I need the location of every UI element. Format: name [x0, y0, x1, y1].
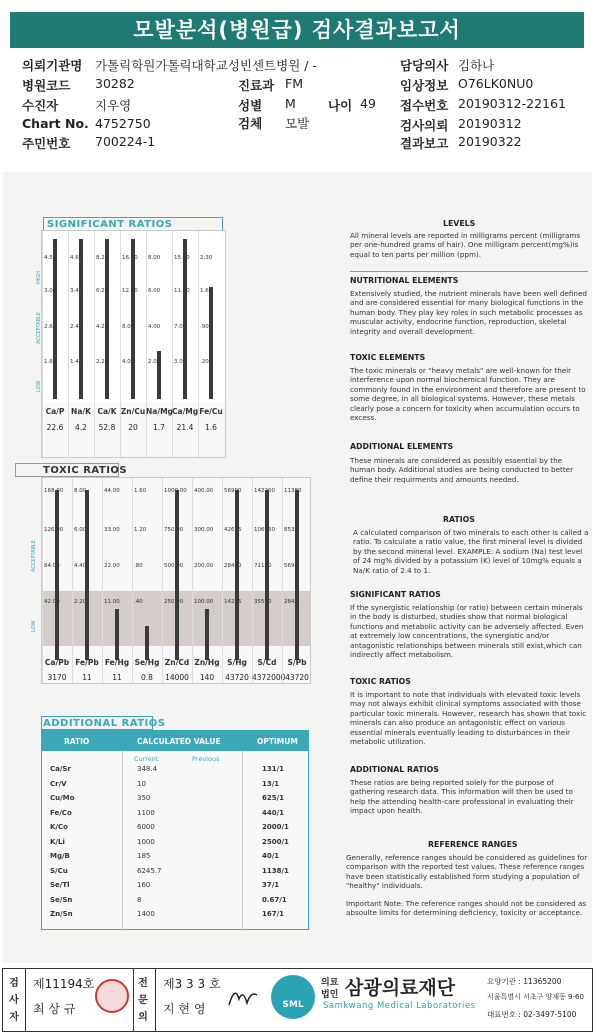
ratio-label: S/Cd: [257, 658, 277, 667]
sex-value: M: [285, 96, 296, 111]
toxr-text: It is important to note that individuals with elevated toxic levels may not always exhibit clinical symptoms associated with those particular toxic minerals. However, research has shown that toxic minerals can also produce an antagonistic effect on various essential minerals eventually leading to disturbances in their metabolic utilization.: [350, 690, 587, 747]
tick-label: 2845: [284, 599, 298, 605]
age-label: 나이: [328, 98, 353, 113]
repdate-label: 결과보고: [400, 136, 449, 151]
tick-label: 15.00: [174, 255, 190, 261]
tick-label: 2.00: [148, 359, 161, 365]
tick-label: 11.00: [174, 288, 190, 294]
add-ratio-name: K/Li: [50, 837, 65, 846]
recv-label: 접수번호: [400, 98, 449, 113]
add-h-current: Current: [134, 755, 159, 763]
addr-text: These ratios are being reported solely for the purpose of gathering research data. This information will then be used to help the attending health-care professional in evaluating their impact upon health.: [350, 778, 574, 816]
tick-label: 500.00: [164, 563, 184, 569]
ratio-value: 140: [199, 673, 215, 682]
add-ratio-name: Cu/Mo: [50, 794, 75, 802]
sig-side-low: LOW: [36, 380, 42, 392]
addel-text: These minerals are considered as possibly essential by the human body. Additional studies are being conducted to better define their requirments and amounts needed.: [350, 456, 574, 484]
tick-label: 44.00: [104, 488, 120, 494]
ratios-text: A calculated comparison of two minerals to each other is called a ratio. To calculate a ratio value, the first mineral level is divided by the second mineral level. EXAMPLE: A sodium (Na) test level of 24 mg% divided by a potassium (K) level of 10mg% equals a Na/K ratio of 2.4 to 1.: [353, 528, 589, 575]
nut-heading: NUTRITIONAL ELEMENTS: [350, 276, 459, 285]
add-ratio-name: Ca/Sr: [50, 765, 71, 773]
ratio-value: 0.8: [141, 673, 153, 682]
ratio-label: S/Pb: [287, 658, 307, 667]
tick-label: 5690: [284, 563, 298, 569]
clin-label: 임상정보: [400, 78, 449, 93]
tick-label: .90: [200, 324, 209, 330]
logo-icon: SML: [271, 975, 315, 1019]
tick-label: 200.00: [194, 563, 214, 569]
ratio-bar: [115, 609, 119, 660]
doctor-value: 김하나: [458, 58, 495, 73]
ratio-column: [222, 478, 223, 683]
ratio-bar: [209, 287, 213, 399]
tick-label: 28450: [224, 563, 242, 569]
tick-label: 16.00: [122, 255, 138, 261]
ratio-column: [282, 478, 283, 683]
tick-label: 3.40: [70, 288, 83, 294]
ref-text: Generally, reference ranges should be considered as guidelines for comparison with the reported test values. These reference ranges have been statistically established form studying a population of "healthy" individuals.: [346, 853, 588, 891]
tick-label: 4.40: [74, 563, 87, 569]
tick-label: 71100: [254, 563, 272, 569]
footer-tel: 대표번호 : 02-3497-5100: [487, 1010, 577, 1019]
tick-label: 6.00: [148, 288, 161, 294]
ratio-label: Ca/K: [97, 407, 117, 416]
recv-value: 20190312-22161: [458, 96, 566, 111]
ratio-value: 4372000: [252, 673, 286, 682]
add-ratio-optimum: 167/1: [262, 910, 285, 918]
footer-addr: 서울특별시 서초구 양재동 9-60: [487, 993, 584, 1001]
add-h-calc: CALCULATED VALUE: [137, 737, 221, 746]
add-h-opt: OPTIMUM: [257, 737, 298, 746]
tick-label: 1000.00: [164, 488, 187, 494]
ratio-bar: [175, 490, 179, 660]
ratio-bar: [85, 490, 89, 660]
add-ratio-optimum: 440/1: [262, 808, 285, 817]
ratio-bar: [55, 490, 59, 660]
dept-label: 진료과: [238, 78, 275, 93]
tick-label: 1.60: [200, 288, 213, 294]
sig-text: If the synergistic relationship (or ratio) between certain minerals in the body is disturbed, studies show that normal biological functions and metabolic activity can be adversely affected. Even at extremely low concentrations, the synergistic and/or antagonistic relationships between minerals still exist,which can indirectly affect metabolism.: [350, 603, 584, 660]
add-ratio-optimum: 131/1: [262, 765, 285, 773]
add-ratio-name: Cr/V: [50, 779, 67, 788]
add-ratio-optimum: 13/1: [262, 779, 280, 788]
tick-label: .80: [134, 563, 143, 569]
tick-label: 84.00: [44, 563, 60, 569]
subject-value: 지우영: [95, 98, 132, 113]
ratio-label: Na/K: [71, 407, 91, 416]
tick-label: 8.00: [148, 255, 161, 261]
ratio-column: [132, 478, 133, 683]
tick-label: 33.00: [104, 527, 120, 533]
ratio-label: Fe/Cu: [199, 407, 223, 416]
inst-value: 가톨릭학원가톨릭대학교성빈센트병원 / -: [95, 58, 317, 73]
tick-label: 56900: [224, 488, 242, 494]
add-ratio-current: 6000: [137, 823, 155, 831]
tick-label: 35550: [254, 599, 272, 605]
ratio-value: 14000: [165, 673, 189, 682]
add-title: ADDITIONAL RATIOS: [43, 718, 166, 729]
add-ratio-current: 1000: [137, 837, 155, 846]
add-ratio-optimum: 2000/1: [262, 823, 289, 831]
dept-value: FM: [285, 76, 303, 91]
addel-heading: ADDITIONAL ELEMENTS: [350, 442, 454, 451]
add-ratio-name: K/Co: [50, 823, 68, 831]
ratio-value: 43720: [225, 673, 249, 682]
tick-label: 4.00: [148, 324, 161, 330]
add-ratio-name: Mg/B: [50, 852, 70, 860]
tick-label: 14225: [224, 599, 242, 605]
sig-side-acc: ACCEPTABLE: [36, 312, 42, 344]
ratio-value: 43720: [285, 673, 309, 682]
hcode-label: 병원코드: [22, 78, 71, 93]
footer-code: 요양기관 : 11365200: [487, 977, 562, 986]
tick-label: 1.60: [134, 488, 147, 494]
ratio-value: 21.4: [176, 423, 194, 432]
tox-side-acc: ACCEPTABLE: [31, 540, 37, 572]
ratio-label: Zn/Cd: [164, 658, 190, 667]
inst-label: 의뢰기관명: [22, 58, 83, 73]
footer-label1: 검사자: [9, 978, 19, 1023]
scanned-report: [3, 172, 592, 963]
spec-value: 모발: [285, 116, 310, 131]
tick-label: 42675: [224, 527, 242, 533]
tox-title: TOXIC RATIOS: [43, 465, 128, 476]
seal-icon: [95, 979, 129, 1013]
signature-icon: [225, 981, 261, 1011]
add-ratio-name: Se/Sn: [50, 895, 73, 904]
sex-label: 성별: [238, 98, 263, 113]
corp2: 법인: [321, 990, 339, 1000]
ratio-label: Fe/Hg: [104, 658, 130, 667]
tick-label: 100.00: [194, 599, 214, 605]
tick-label: 7.00: [174, 324, 187, 330]
tick-label: 1.20: [134, 527, 147, 533]
ratio-column: [72, 478, 73, 683]
ratio-bar: [295, 490, 299, 660]
tick-label: 3.00: [44, 288, 57, 294]
tick-label: 2.20: [96, 359, 109, 365]
add-panel: [41, 730, 309, 930]
tox-heading: TOXIC ELEMENTS: [350, 353, 426, 362]
tick-label: 300.00: [194, 527, 214, 533]
chart-label: Chart No.: [22, 116, 89, 131]
ratio-bar: [79, 239, 83, 399]
ratio-label: Fe/Pb: [75, 658, 99, 667]
add-ratio-name: Zn/Sn: [50, 910, 73, 918]
tick-label: 8535: [284, 527, 298, 533]
tox-side-low: LOW: [31, 620, 37, 632]
hcode-value: 30282: [95, 76, 135, 91]
tick-label: 4.00: [122, 359, 135, 365]
sig-title: SIGNIFICANT RATIOS: [47, 219, 173, 230]
add-ratio-name: Se/Tl: [50, 881, 70, 889]
footer-lic1: 제11194호: [33, 977, 95, 991]
doctor-label: 담당의사: [400, 58, 449, 73]
tick-label: 3.00: [174, 359, 187, 365]
add-ratio-current: 6245.7: [137, 866, 162, 875]
report-footer: [2, 968, 593, 1032]
ratio-label: Na/Mg: [146, 407, 173, 416]
tick-label: 4.20: [96, 324, 109, 330]
add-ratio-name: Fe/Co: [50, 808, 72, 817]
tick-label: 8.00: [74, 488, 87, 494]
tick-label: .20: [200, 359, 209, 365]
tick-label: 4.50: [44, 255, 57, 261]
ratio-value: 52.8: [98, 423, 116, 432]
ratio-label: S/Hg: [227, 658, 247, 667]
levels-heading: LEVELS: [443, 219, 476, 228]
ratio-bar: [105, 239, 109, 399]
ratio-value: 3170: [47, 673, 67, 682]
tick-label: 2.20: [74, 599, 87, 605]
tick-label: .40: [134, 599, 143, 605]
nut-text: Extensively studied, the nutrient minerals have been well defined and are considered essential for many biological functions in the human body. They play key roles in such metabolic processes as muscular activity, endocrine function, reproduction, skeletal integrity and overall development.: [350, 289, 587, 336]
ratio-value: 11: [82, 673, 92, 682]
add-ratio-optimum: 37/1: [262, 881, 280, 889]
corp1: 의료: [321, 978, 339, 988]
sig-panel: [41, 230, 226, 458]
levels-text: All mineral levels are reported in milligrams percent (milligrams per one-hundred grams of hair). One milligram percent(mg%)is equal to ten parts per million (ppm).: [350, 231, 581, 259]
tox-panel: [41, 477, 311, 684]
tick-label: 126.00: [44, 527, 64, 533]
add-h-prev: Previous: [192, 755, 220, 763]
reqdate-label: 검사의뢰: [400, 118, 449, 133]
ratio-label: Ca/P: [45, 407, 65, 416]
ratio-value: 4.2: [75, 423, 87, 432]
sig-side-high: HIGH: [36, 271, 42, 284]
ratios-heading: RATIOS: [443, 515, 475, 524]
tick-label: 8.00: [122, 324, 135, 330]
ratio-column: [102, 478, 103, 683]
clin-value: O76LK0NU0: [458, 76, 534, 91]
add-ratio-current: 1400: [137, 910, 155, 918]
subject-label: 수진자: [22, 98, 59, 113]
ratio-column: [42, 478, 43, 683]
chart-value: 4752750: [95, 116, 151, 131]
ratio-value: 20: [128, 423, 138, 432]
repdate-value: 20190322: [458, 134, 522, 149]
tick-label: 1.60: [44, 359, 57, 365]
add-h-ratio: RATIO: [64, 737, 90, 746]
ratio-label: Zn/Hg: [194, 658, 220, 667]
add-ratio-current: 10: [137, 779, 146, 788]
ratio-value: 22.6: [46, 423, 64, 432]
ratio-label: Ca/Pb: [44, 658, 70, 667]
brand-name: 삼광의료재단: [345, 977, 456, 999]
tick-label: 8.20: [96, 255, 109, 261]
tick-label: 750.00: [164, 527, 184, 533]
tick-label: 2.40: [70, 324, 83, 330]
add-ratio-optimum: 40/1: [262, 852, 280, 860]
toxr-heading: TOXIC RATIOS: [350, 677, 411, 686]
note-text: Important Note: The reference ranges should not be considered as absoulte limits for determining deficiency, toxicity or acceptance.: [346, 899, 587, 918]
tick-label: 142200: [254, 488, 275, 494]
tick-label: 1.40: [70, 359, 83, 365]
spec-label: 검체: [238, 116, 263, 131]
tick-label: 2.60: [44, 324, 57, 330]
tick-label: 11.00: [104, 599, 120, 605]
tick-label: 12.00: [122, 288, 138, 294]
ratio-bar: [131, 239, 135, 399]
add-ratio-optimum: 0.67/1: [262, 895, 287, 904]
tick-label: 22.00: [104, 563, 120, 569]
id-label: 주민번호: [22, 136, 71, 151]
tick-label: 6.00: [74, 527, 87, 533]
ratio-column: [252, 478, 253, 683]
report-title: 모발분석(병원급) 검사결과보고서: [10, 12, 584, 48]
ratio-column: [162, 478, 163, 683]
ratio-bar: [145, 626, 149, 660]
tick-label: 6.20: [96, 288, 109, 294]
tick-label: 4.60: [70, 255, 83, 261]
ratio-bar: [53, 239, 57, 399]
ratio-label: Ca/Mg: [172, 407, 199, 416]
footer-name1: 최 상 규: [33, 1002, 76, 1016]
footer-label2: 전문의: [138, 978, 148, 1023]
tick-label: 250.00: [164, 599, 184, 605]
tick-label: 11380: [284, 488, 302, 494]
ratio-bar: [205, 609, 209, 660]
ratio-label: Se/Hg: [134, 658, 160, 667]
ratio-label: Zn/Cu: [120, 407, 146, 416]
footer-name2: 지 현 영: [163, 1002, 206, 1016]
ratio-bar: [235, 490, 239, 660]
addr-heading: ADDITIONAL RATIOS: [350, 765, 439, 774]
add-ratio-current: 8: [137, 895, 142, 904]
sig-heading: SIGNIFICANT RATIOS: [350, 590, 441, 599]
id-value: 700224-1: [95, 134, 156, 149]
tick-label: 2.30: [200, 255, 213, 261]
tick-label: 42.00: [44, 599, 60, 605]
age-value: 49: [360, 96, 376, 111]
brand-en: Samkwang Medical Laboratories: [323, 1001, 476, 1011]
add-ratio-optimum: 1138/1: [262, 866, 289, 875]
tox-text: The toxic minerals or "heavy metals" are well-known for their interference upon normal biochemical function. They are commonly found in the environment and therefore are present to some degree, in all biological systems. However, these metals clearly pose a concern for toxicity when accumulation occurs to excess.: [350, 366, 586, 423]
add-ratio-current: 160: [137, 881, 151, 889]
add-ratio-current: 350: [137, 794, 151, 802]
ratio-value: 11: [112, 673, 122, 682]
add-ratio-current: 185: [137, 852, 151, 860]
add-ratio-current: 348.4: [137, 765, 158, 773]
tick-label: 106650: [254, 527, 275, 533]
tick-label: 400.00: [194, 488, 214, 494]
tick-label: 168.00: [44, 488, 64, 494]
ratio-value: 1.6: [205, 423, 217, 432]
add-ratio-current: 1100: [137, 808, 155, 817]
footer-lic2: 제3 3 3 호: [163, 977, 221, 991]
reqdate-value: 20190312: [458, 116, 522, 131]
ref-heading: REFERENCE RANGES: [428, 840, 518, 849]
ratio-bar: [265, 490, 269, 660]
ratio-bar: [183, 239, 187, 399]
ratio-column: [192, 478, 193, 683]
add-ratio-name: S/Cu: [50, 866, 68, 875]
add-ratio-optimum: 2500/1: [262, 837, 289, 846]
ratio-value: 1.7: [153, 423, 165, 432]
add-ratio-optimum: 625/1: [262, 794, 285, 802]
